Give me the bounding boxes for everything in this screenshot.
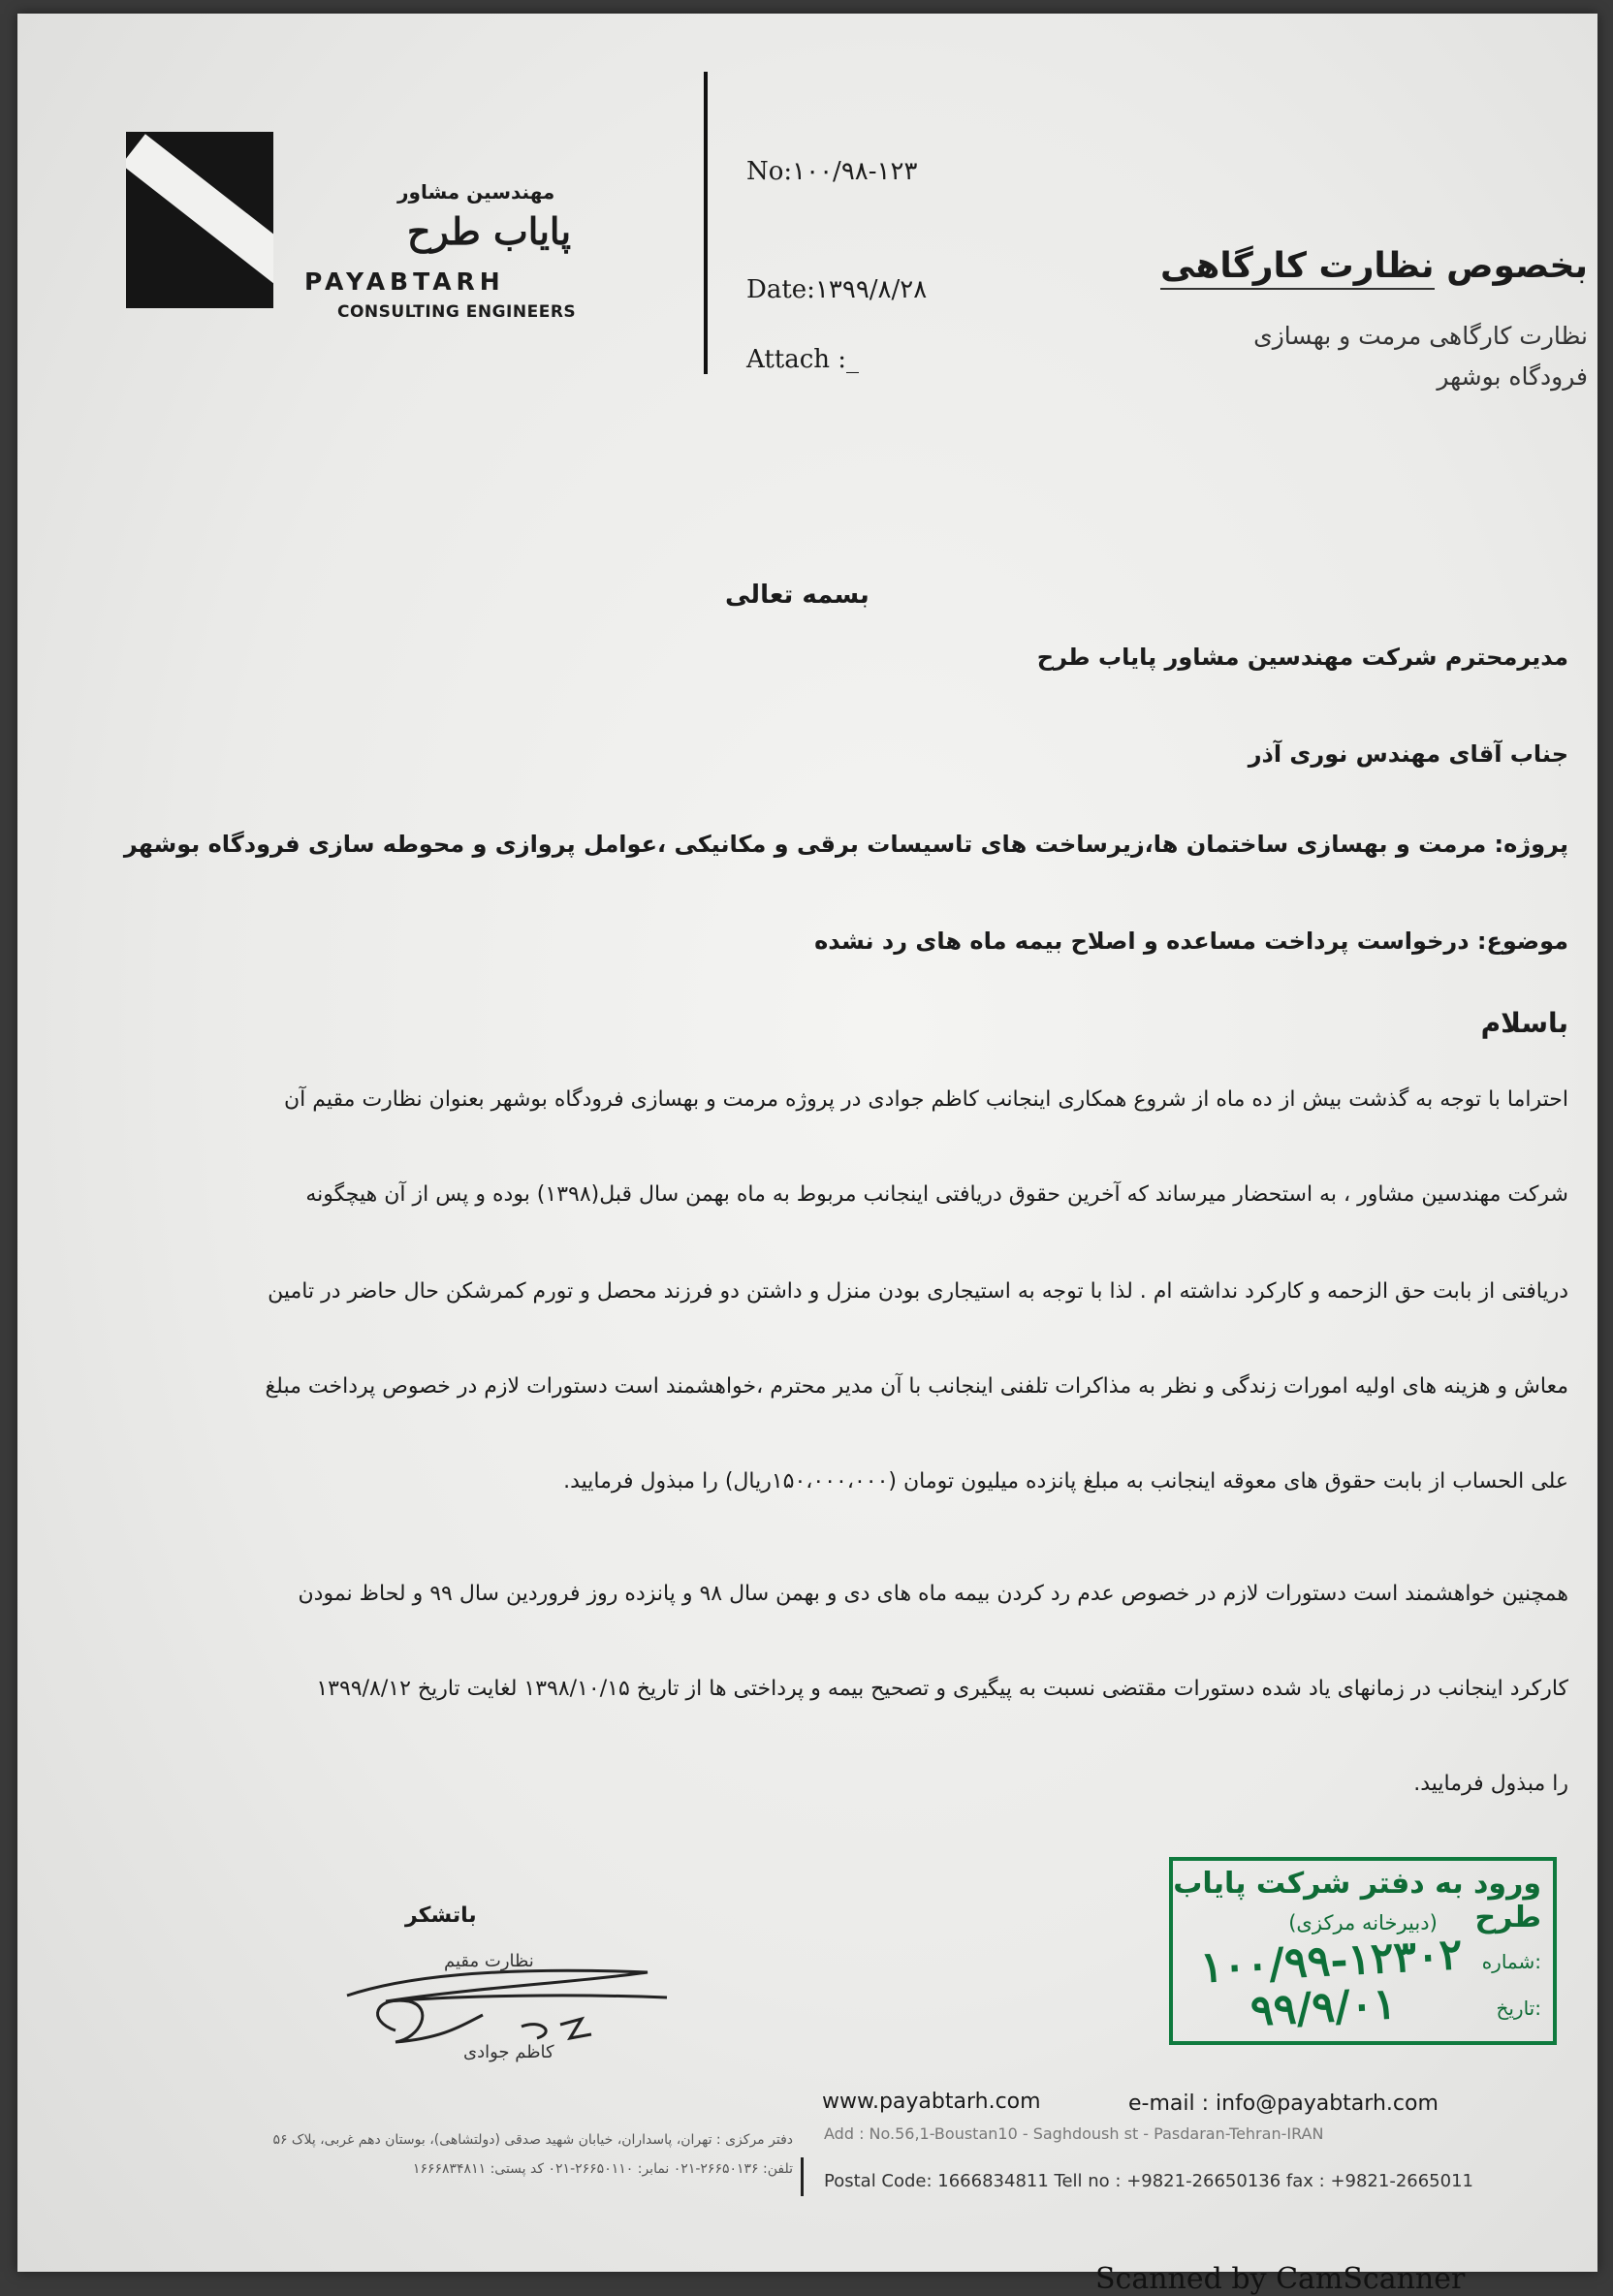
- body-line: همچنین خواهشمند است دستورات لازم در خصوص عدم رد کردن بیمه ماه های دی و بهمن سال ۹۸ و پانزده روز فروردین سال ۹۹ و لحاظ نمودن: [298, 1582, 1568, 1606]
- stamp-title: ورود به دفتر شرکت پایاب طرح: [1173, 1867, 1541, 1934]
- footer-phone-fa: تلفن: ۲۶۶۵۰۱۳۶-۰۲۱ نمابر: ۲۶۶۵۰۱۱۰-۰۲۱ کد پستی: ۱۶۶۶۸۳۴۸۱۱: [412, 2161, 793, 2177]
- company-logo-mark: [126, 132, 273, 308]
- stamp-subtitle: (دبیرخانه مرکزی): [1288, 1911, 1438, 1934]
- signature-image: [328, 1937, 696, 2073]
- scanner-watermark: Scanned by CamScanner: [1095, 2262, 1466, 2296]
- stamp-date: ۹۹/۹/۰۱: [1249, 1979, 1398, 2036]
- body-line: معاش و هزینه های اولیه امورات زندگی و نظر به مذاکرات تلفنی اینجانب با آن مدیر محترم ،خواهشمند است دستورات لازم در خصوص پرداخت مبلغ: [265, 1374, 1568, 1399]
- body-line: احتراما با توجه به گذشت بیش از ده ماه از شروع همکاری اینجانب کاظم جوادی در پروژه مرمت و بهسازی فرودگاه بوشهر بعنوان نظارت مقیم آن: [284, 1087, 1568, 1112]
- footer-email: e-mail : info@payabtarh.com: [1128, 2092, 1439, 2116]
- header-regarding-prefix: بخصوص: [1434, 246, 1588, 286]
- header-divider: [704, 72, 708, 374]
- logo-name-en: PAYABTARH: [304, 267, 505, 296]
- letter-page: [17, 14, 1597, 2272]
- letter-attach: Attach :_: [746, 345, 860, 374]
- signature-name: کاظم جوادی: [463, 2042, 554, 2062]
- body-line: کارکرد اینجانب در زمانهای یاد شده دستورات مقتضی نسبت به پیگیری و تصحیح بیمه و پرداختی ها از تاریخ ۱۳۹۸/۱۰/۱۵ لغایت تاریخ ۱۳۹۹/۸/۱۲: [316, 1677, 1568, 1701]
- body-line: دریافتی از بابت حق الزحمه و کارکرد نداشته ام . لذا با توجه به استیجاری بودن منزل و داشتن دو فرزند محصل و تورم کمرشکن حال حاضر در تامین: [268, 1279, 1568, 1304]
- subject-line: موضوع: درخواست پرداخت مساعده و اصلاح بیمه ماه های رد نشده: [814, 928, 1568, 955]
- footer-website: www.payabtarh.com: [822, 2090, 1041, 2114]
- project-line: پروژه: مرمت و بهسازی ساختمان ها،زیرساخت های تاسیسات برقی و مکانیکی ،عوامل پروازی و محوطه سازی فرودگاه بوشهر: [123, 831, 1568, 858]
- stamp-number: ۱۰۰/۹۹-۱۲۳۰۲: [1198, 1929, 1464, 1994]
- signature-thanks: باتشکر: [405, 1903, 477, 1928]
- bismillah: بسمه تعالی: [725, 581, 870, 610]
- logo-small-fa: مهندسین مشاور: [397, 180, 555, 204]
- body-line: شرکت مهندسین مشاور ، به استحضار میرساند که آخرین حقوق دریافتی اینجانب مربوط به ماه بهمن سال قبل(۱۳۹۸) بوده و پس از آن هیچگونه: [305, 1182, 1568, 1207]
- greeting: باسلام: [1480, 1007, 1568, 1039]
- footer-postal: Postal Code: 1666834811 Tell no : +9821-26650136 fax : +9821-2665011: [824, 2171, 1473, 2191]
- header-regarding-underlined: نظارت کارگاهی: [1160, 246, 1435, 290]
- letter-date: Date:۱۳۹۹/۸/۲۸: [746, 275, 928, 304]
- stamp-number-label: شماره:: [1481, 1950, 1541, 1973]
- footer-divider: [801, 2157, 804, 2196]
- body-line: را مبذول فرمایید.: [1413, 1772, 1568, 1796]
- header-line-2: نظارت کارگاهی مرمت و بهسازی: [1253, 322, 1588, 350]
- logo-name-fa: پایاب طرح: [407, 209, 572, 253]
- body-line: علی الحساب از بابت حقوق های معوقه اینجانب به مبلغ پانزده میلیون تومان (۱۵۰،۰۰۰،۰۰۰ریال) را مبذول فرمایید.: [563, 1469, 1568, 1494]
- addressee-2: جناب آقای مهندس نوری آذر: [1248, 740, 1568, 768]
- signature-role: نظارت مقیم: [444, 1951, 534, 1971]
- stamp-date-label: تاریخ:: [1496, 1997, 1541, 2020]
- header-line-3: فرودگاه بوشهر: [1437, 362, 1588, 391]
- letter-number: No:۱۰۰/۹۸-۱۲۳: [746, 157, 918, 186]
- addressee: مدیرمحترم شرکت مهندسین مشاور پایاب طرح: [1036, 644, 1568, 671]
- footer-address-fa: دفتر مرکزی : تهران، پاسداران، خیابان شهید صدقی (دولتشاهی)، بوستان دهم غربی، پلاک ۵۶: [272, 2132, 793, 2148]
- header-regarding: [1160, 246, 1588, 286]
- registration-stamp: [1169, 1857, 1557, 2045]
- logo-subtitle-en: CONSULTING ENGINEERS: [337, 302, 577, 322]
- footer-address: Add : No.56,1-Boustan10 - Saghdoush st - Pasdaran-Tehran-IRAN: [824, 2124, 1324, 2143]
